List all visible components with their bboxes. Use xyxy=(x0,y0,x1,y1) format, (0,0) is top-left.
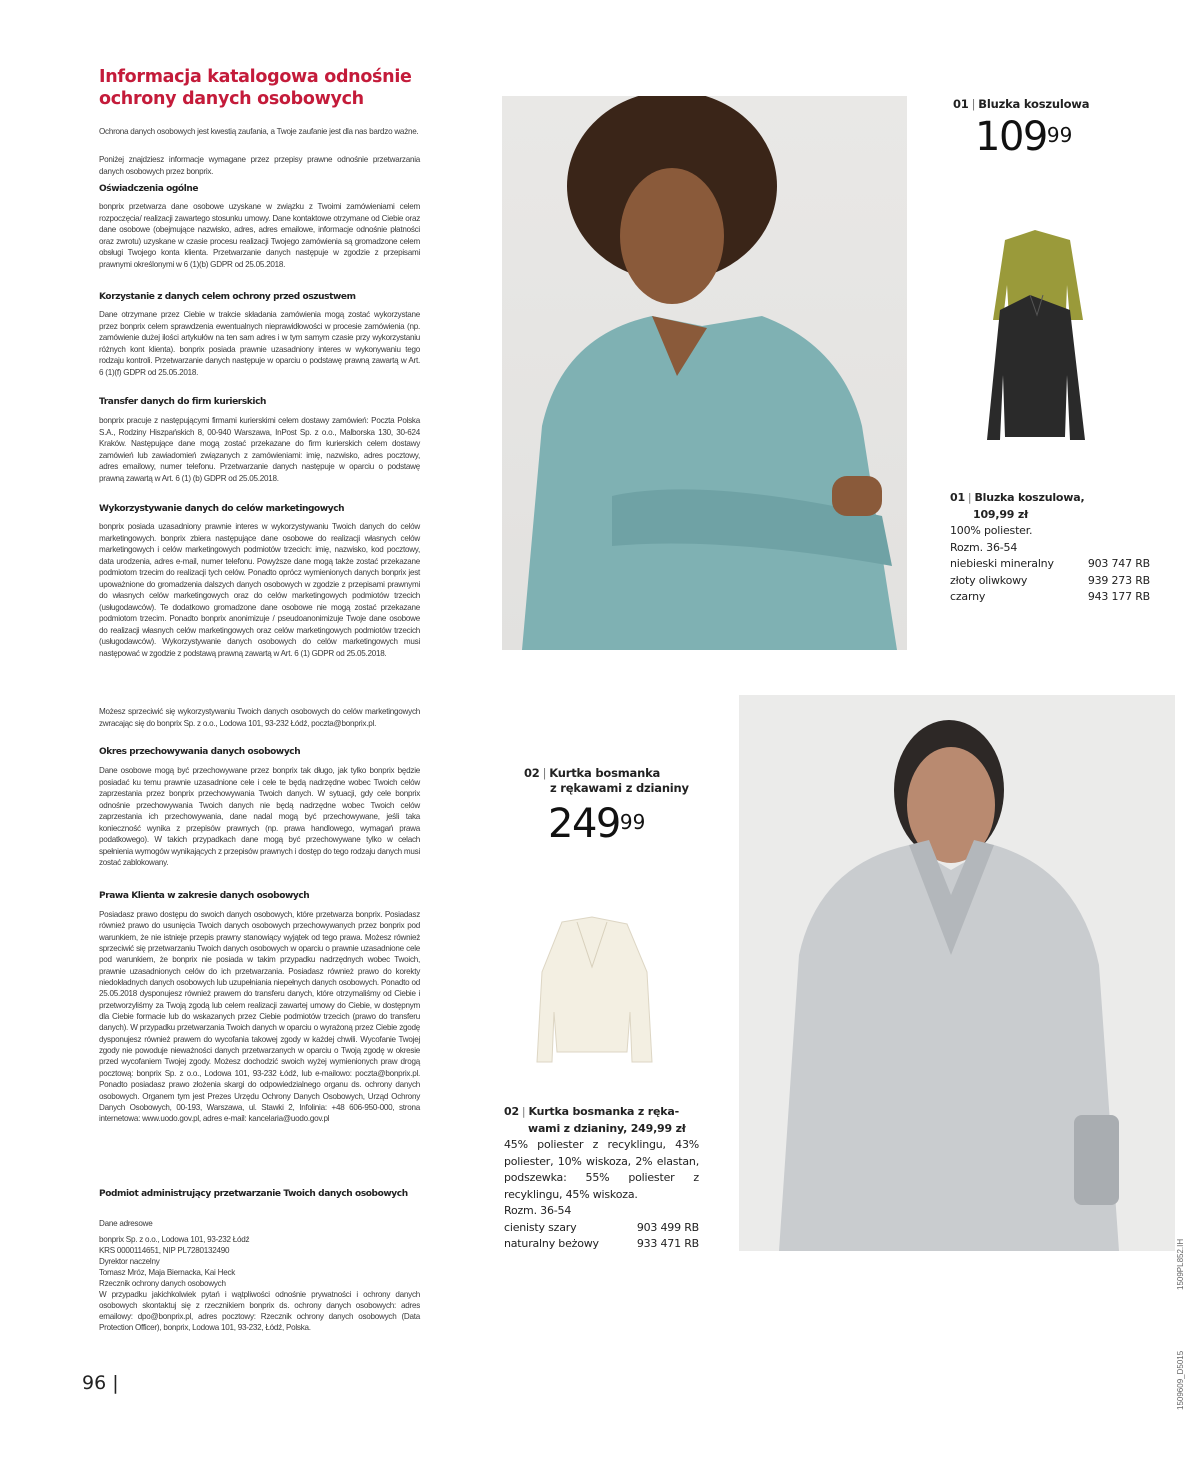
page-number: 96 | xyxy=(82,1372,119,1394)
section-subheading: Dane adresowe xyxy=(99,1219,153,1228)
company-line: Rzecznik ochrony danych osobowych xyxy=(99,1279,226,1288)
product-02-image[interactable] xyxy=(532,912,657,1072)
variant-row: naturalny beżowy 933 471 RB xyxy=(504,1237,699,1250)
product-02-label: 02 | Kurtka bosmanka z rękawami z dzianiny xyxy=(524,766,689,795)
catalog-code: 1509609_D5015 xyxy=(1176,1350,1185,1410)
section-heading: Oświadczenia ogólne xyxy=(99,184,199,194)
section-heading: Podmiot administrujący przetwarzanie Twoich danych osobowych xyxy=(99,1189,408,1199)
section-text: bonprix posiada uzasadniony prawnie interes w wykorzystywaniu Twoich danych do celów marketingowych. bonprix zbiera następujące dane osobowe do realizacji własnych celów marketingowych i celów marketingowych podmiotów trzecich: imię, nazwisko, kod pocztowy, data urodzenia, adres e-mail, numer telefonu. Powyższe dane mogą także zostać przekazane podmiotom trzecim do realizacji tych celów. Ponadto oprócz wymienionych danych bonprix jest upoważnione do gromadzenia dalszych danych osobowych w zgodzie z przepisami prawnymi do własnych celów marketingowych oraz do celów marketingowych podmiotów trzecich (usługodawców). Te dodatkowo gromadzone dane osobowe nie mogą zostać przekazane podmiotom trzecim. Ponadto bonprix anonimizuje / pseudoanonimizuje Twoje dane osobowe do realizacji własnych celów marketingowych oraz celów marketingowych podmiotów trzecich (usługodawców). Wykorzystywanie danych osobowych do celów marketingowych musi następować w zgodzie z podstawą prawną zawartą w Art. 6 (1) GDPR od 25.05.2018. xyxy=(99,522,420,659)
section-text: Możesz sprzeciwić się wykorzystywaniu Twoich danych osobowych do celów marketingowych zwracając się do bonprix Sp. z o.o., Lodowa 101, 93-232 Łódź, poczta@bonprix.pl. xyxy=(99,707,420,728)
company-line: Tomasz Mróz, Maja Biernacka, Kai Heck xyxy=(99,1268,236,1277)
section-heading: Okres przechowywania danych osobowych xyxy=(99,747,301,757)
section-text: bonprix pracuje z następującymi firmami kurierskimi celem dostawy zamówień: Poczta Polska S.A., Rodziny Hiszpańskich 8, 00-940 Warszawa, InPost Sp. z o.o., Malborska 130, 30-624 Kraków. Następujące dane mogą zostać przekazane do firm kurierskich celem dostawy zamówień lub zawiadomień związanych z zamówieniami: imię, nazwisko, adres pocztowy, adres emailowy, numer telefonu. Przetwarzanie danych następuje w oparciu o podstawę prawną zawartą w Art. 6 (1) (b) GDPR od 25.05.2018. xyxy=(99,416,420,483)
section-heading: Prawa Klienta w zakresie danych osobowych xyxy=(99,891,310,901)
page-title: Informacja katalogowa odnośnie ochrony danych osobowych xyxy=(99,67,412,109)
variant-row: niebieski mineralny 903 747 RB xyxy=(950,557,1150,570)
company-line: Dyrektor naczelny xyxy=(99,1257,160,1266)
variant-row: złoty oliwkowy 939 273 RB xyxy=(950,573,1150,587)
product-01-description: 01 | Bluzka koszulowa, 109,99 zł 100% poliester. Rozm. 36-54 niebieski mineralny 903 747 RB złoty oliwkowy 939 273 RB czarny 943 177 RB xyxy=(950,490,1150,606)
variant-row: czarny 943 177 RB xyxy=(950,590,1150,603)
section-text: Dane otrzymane przez Ciebie w trakcie składania zamówienia mogą zostać wykorzystane przez bonprix celem sprawdzenia ewentualnych nieprawidłowości w procesie zamówienia (np. zamówienie dużej ilości artykułów na ten sam adres i w tym samym czasie przy wykorzystaniu różnych kont klienta). bonprix posiada prawnie uzasadniony interes w wykonywaniu tego rodzaju kontroli. Przetwarzanie danych następuje w oparciu o podstawę prawną zawartą w Art. 6 (1)(f) GDPR od 25.05.2018. xyxy=(99,310,420,377)
model-shirt-illustration xyxy=(502,96,907,650)
section-heading: Transfer danych do firm kurierskich xyxy=(99,397,267,407)
product-02-description: 02 | Kurtka bosmanka z ręka- wami z dzianiny, 249,99 zł 45% poliester z recyklingu, 43% poliester, 10% wiskoza, 2% elastan, podszewka: 55% poliester z recyklingu, 45% wiskoza. Rozm. 36-54 cienisty szary 903 499 RB naturalny beżowy 933 471 RB xyxy=(504,1104,699,1253)
section-text: bonprix przetwarza dane osobowe uzyskane w związku z Twoimi zamówieniami celem rozpoczęcia/ realizacji zawartego stosunku umowy. Dane kontaktowe otrzymane od Ciebie oraz dane osobowe (obejmujące nazwisko, adres, adres emailowe, informacje odnośnie płatności oraz zwrotu) uzyskane w czasie procesu realizacji Twojego zamówienia są gromadzone celem obsługi Twojego konta klienta. Przetwarzanie danych następuje w zgodzie z przepisami prawnymi określonymi w 6 (1)(b) GDPR od 25.05.2018. xyxy=(99,202,420,269)
company-line: W przypadku jakichkolwiek pytań i wątpliwości odnośnie prywatności i ochrony danych osobowych skontaktuj się z rzecznikiem bonprix ds. ochrony danych osobowych: adres emailowy: dpo@bonprix.pl, adres pocztowy: Rzecznik ochrony danych osobowych (Data Protection Officer), bonprix, Lodowa 101, 93-232, Łódź, Polska. xyxy=(99,1290,420,1332)
intro-paragraph: Poniżej znajdziesz informacje wymagane przez przepisy prawne odnośnie przetwarzania danych osobowych przez bonprix. xyxy=(99,155,420,176)
model-photo-shirt xyxy=(502,96,907,650)
variant-row: cienisty szary 903 499 RB xyxy=(504,1220,699,1234)
company-line: bonprix Sp. z o.o., Lodowa 101, 93-232 Łódź xyxy=(99,1235,250,1244)
jacket-product-illustration xyxy=(532,912,657,1072)
shirt-product-illustration xyxy=(985,225,1095,445)
company-line: KRS 0000114651, NIP PL7280132490 xyxy=(99,1246,230,1255)
product-01-price: $109^{99}$ xyxy=(975,114,1073,160)
section-heading: Korzystanie z danych celem ochrony przed oszustwem xyxy=(99,292,356,302)
product-02-price: $249^{99}$ xyxy=(548,801,646,847)
section-text: Posiadasz prawo dostępu do swoich danych osobowych, które przetwarza bonprix. Posiadasz również prawo do usunięcia Twoich danych osobowych przechowywanych przez bonprix pod warunkiem, że nie istnieje przepis prawny stanowiący wyjątek od tego prawa. Możesz również sprzeciwić się przetwarzaniu Twoich danych osobowych w oparciu o prawnie uzasadnione cele pod warunkiem, że bonprix nie posiada w takim przypadku nadrzędnych wobec Twoich, prawnie uzasadnionych celów do ich przetwarzania. Posiadasz również prawo do korekty niedokładnych danych osobowych lub uzupełniania niepełnych danych osobowych. Ponadto od 25.05.2018 dysponujesz również prawem do transferu danych, które otrzymaliśmy od Ciebie i przetworzyliśmy za Twoją zgodą lub celem realizacji zawartej umowy do Ciebie, w dostępnym dla Ciebie formacie lub do wskazanych przez Ciebie podmiotów trzecich (prawo do transferu danych). W przypadku przetwarzania Twoich danych w oparciu o wyrażoną przez Ciebie zgodę dysponujesz również prawem do wycofania takowej zgody w każdej chwili. Wycofanie Twojej zgody nie powoduje nieważności danych przetwarzanych w oparciu o Twoją zgodę w okresie przed wycofaniem Twojej zgody. Możesz dochodzić swoich wyżej wymienionych praw drogą pocztową: bonprix Sp. z o.o., Lodowa 101, 93-232 Łódź, lub e-mailowo: poczta@bonprix.pl. Ponadto posiadasz prawo złożenia skargi do odpowiedzialnego organu ds. ochrony danych osobowych. Organem tym jest Prezes Urzędu Ochrony Danych Osobowych, Urząd Ochrony Danych Osobowych, 00-193, Warszawa, ul. Stawki 2, Infolinia: +48 606-950-000, strona internetowa: www.uodo.gov.pl, adres e-mail: kancelaria@uodo.gov.pl xyxy=(99,910,420,1124)
section-text: Dane osobowe mogą być przechowywane przez bonprix tak długo, jak tylko bonprix będzie posiadać ku temu prawnie uzasadnione cele i cele te będą nadrzędne wobec Twoich celów zaprzestania przez bonprix przechowywania Twoich danych. W sytuacji, gdy cele bonprix odnośnie przechowywania Twoich danych nie będą nadrzędne wobec Twoich celów zaprzestania ich przechowywania, dane nadal mogą być przechowywane, jeśli taka konieczność wynika z przepisów prawnych (np. prawa handlowego, wymagań prawa podatkowego). W takich przypadkach dane mogą być przechowywane tylko w celach spełnienia wymogów wynikających z przepisów prawnych i dostęp do tego rodzaju danych musi zostać zablokowany. xyxy=(99,766,420,868)
product-01-image[interactable] xyxy=(985,225,1095,445)
model-jacket-illustration xyxy=(739,695,1175,1251)
company-details xyxy=(99,1234,420,1333)
model-photo-jacket xyxy=(739,695,1175,1251)
product-01-label: 01 | Bluzka koszulowa xyxy=(953,97,1090,111)
catalog-code: 1509PL852.IH xyxy=(1176,1238,1185,1290)
section-heading: Wykorzystywanie danych do celów marketingowych xyxy=(99,504,345,514)
intro-paragraph: Ochrona danych osobowych jest kwestią zaufania, a Twoje zaufanie jest dla nas bardzo ważne. xyxy=(99,127,419,136)
